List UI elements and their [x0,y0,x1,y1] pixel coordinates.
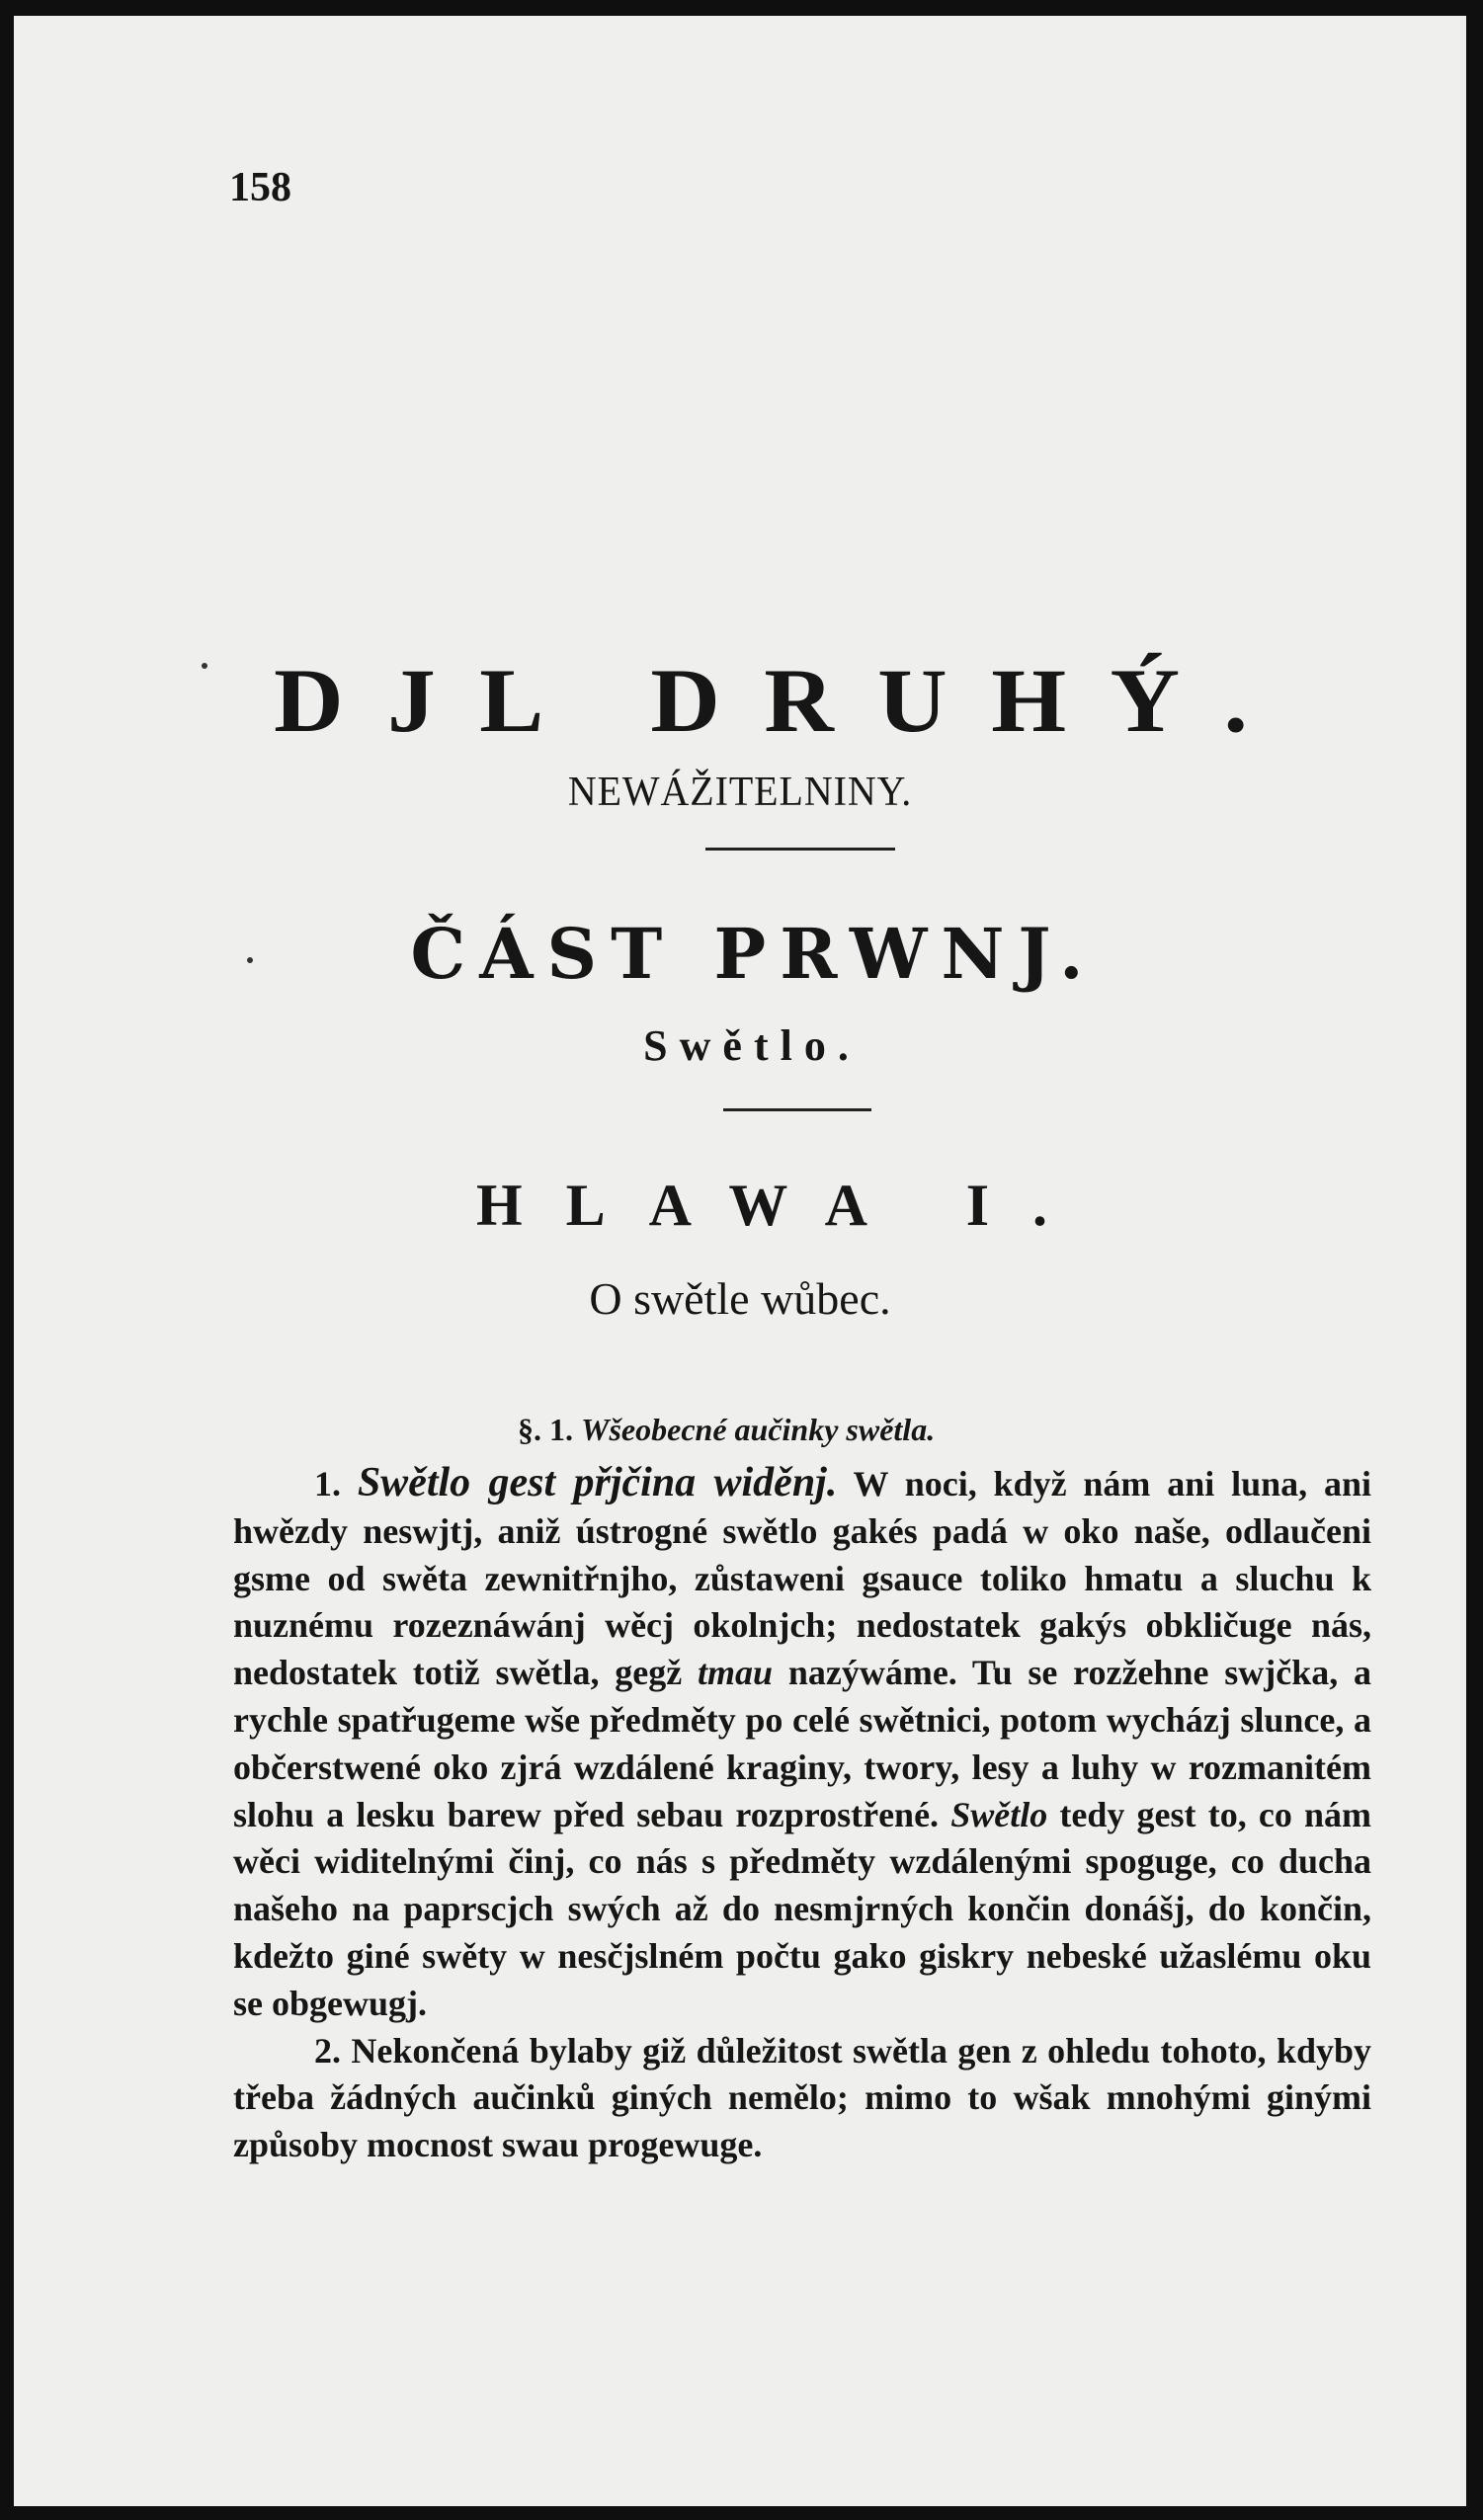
paragraph-1-emphasis-1: tmau [698,1653,774,1693]
section-subtitle: Swětlo. [643,1021,861,1070]
paragraph-2 [233,2028,1371,2169]
body-text [233,1460,1371,2169]
page-number: 158 [229,165,291,210]
paragraph-1 [233,1460,1371,2028]
paragraph-2-text: Nekončená bylaby giž důležitost swětla gen z ohledu tohoto, kdyby třeba žádných aučinků giných nemělo; mimo to wšak mnohými ginými způsoby mocnost swau progewuge. [233,2030,1372,2165]
book-page [14,16,1466,2506]
section-title: ČÁST PRWNJ. [410,913,1098,995]
paragraph-heading [518,1412,935,1448]
paragraph-1-text-c: tedy gest to, co nám wěci widitelnými činj, co nás s předměty wzdálenými spoguge, co ducha našeho na paprscjch swých až do nesmjrných končin donášj, do končin, kdežto giné swěty w nesčjslném počtu gako giskry nebeské užaslému oku se obgewugj. [233,1794,1372,2023]
chapter-subtitle: O swětle wůbec. [589,1273,891,1324]
part-title: DJL DRUHÝ. [274,650,1292,751]
paragraph-1-emphasis-2: Swětlo [950,1794,1048,1834]
part-subtitle: NEWÁŽITELNINY. [567,770,913,815]
chapter-title: HLAWA I. [475,1173,1092,1238]
paragraph-1-text-b: nazýwáme. Tu se rozžehne swjčka, a rychle spatřugeme wše předměty po celé swětnici, potom wycházj slunce, a občerstwené oko zjrá wzdálené kraginy, twory, lesy a luhy w rozmanitém slohu a lesku barew před sebau rozprostřené. [233,1653,1372,1834]
paragraph-title: Wšeobecné aučinky swětla. [581,1412,936,1447]
paragraph-2-number: 2. [314,2030,341,2071]
divider-rule [723,1108,871,1111]
paragraph-1-text-a: W noci, když nám ani luna, ani hwězdy neswjtj, aniž ústrogné swětlo gakés padá w oko naše, odlaučeni gsme od swěta zewnitřnjho, zůstaweni gsauce toliko hmatu a sluchu k nuznému rozeznáwánj wěcj okolnjch; nedostatek gakýs obkličuge nás, nedostatek totiž swětla, gegž [233,1464,1371,1693]
divider-rule [705,848,895,851]
paragraph-1-number: 1. [314,1464,341,1504]
paragraph-1-lead: Swětlo gest přjčina widěnj. [357,1460,838,1505]
paragraph-number: §. 1. [518,1412,573,1447]
